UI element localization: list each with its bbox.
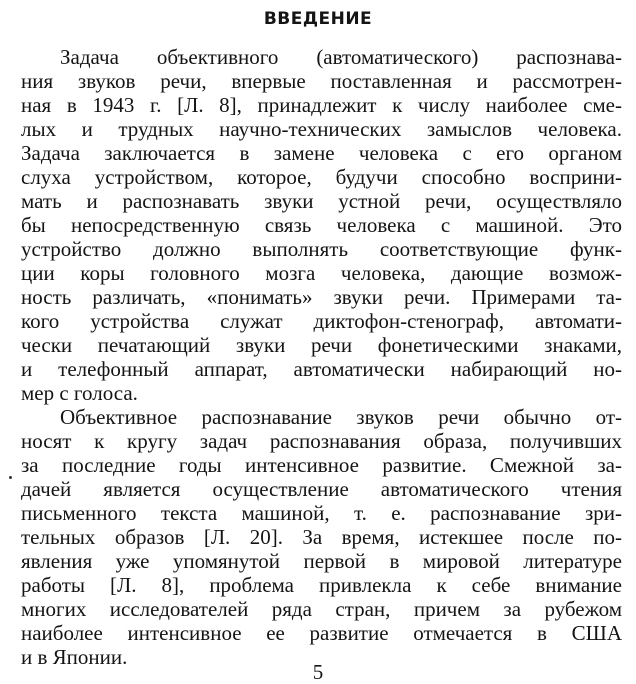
text-line: тельных образов [Л. 20]. За время, истекшее после по- [21, 525, 622, 549]
page-number: 5 [312, 660, 324, 684]
text-line: ность различать, «понимать» звуки речи. Примерами та- [21, 285, 622, 309]
text-line: явления уже упомянутой первой в мировой литературе [21, 549, 622, 573]
text-line: ния звуков речи, впервые поставленная и рассмотрен- [21, 69, 622, 93]
text-line: ная в 1943 г. [Л. 8], принадлежит к числу наиболее сме- [21, 93, 622, 117]
text-line: письменного текста машиной, т. е. распознавание зри- [21, 501, 622, 525]
text-line: лых и трудных научно-технических замыслов человека. [21, 117, 622, 141]
text-line: бы непосредственную связь человека с машиной. Это [21, 213, 622, 237]
text-line: Задача заключается в замене человека с его органом [21, 141, 622, 165]
text-line: наиболее интенсивное ее развитие отмечается в США [21, 621, 622, 645]
text-line: за последние годы интенсивное развитие. Смежной за- [21, 453, 622, 477]
text-line: Задача объективного (автоматического) распознава- [60, 45, 622, 69]
text-line: мер с голоса. [21, 381, 138, 405]
chapter-heading: ВВЕДЕНИЕ [263, 9, 373, 29]
text-line: ции коры головного мозга человека, дающие возмож- [21, 261, 622, 285]
text-line: слуха устройством, которое, будучи способно восприни- [21, 165, 622, 189]
text-line: работы [Л. 8], проблема привлекла к себе внимание [21, 573, 622, 597]
text-line: дачей является осуществление автоматического чтения [21, 477, 622, 501]
text-line: кого устройства служат диктофон-стенограф, автомати- [21, 309, 622, 333]
print-speck [9, 476, 12, 479]
text-line: Объективное распознавание звуков речи обычно от- [60, 405, 622, 429]
text-line: и телефонный аппарат, автоматически набирающий но- [21, 357, 622, 381]
text-line: многих исследователей ряда стран, причем за рубежом [21, 597, 622, 621]
text-line: носят к кругу задач распознавания образа, получивших [21, 429, 622, 453]
text-line: и в Японии. [21, 645, 128, 669]
text-line: мать и распознавать звуки устной речи, осуществляло [21, 189, 622, 213]
text-line: устройство должно выполнять соответствующие функ- [21, 237, 622, 261]
text-line: чески печатающий звуки речи фонетическими знаками, [21, 333, 622, 357]
